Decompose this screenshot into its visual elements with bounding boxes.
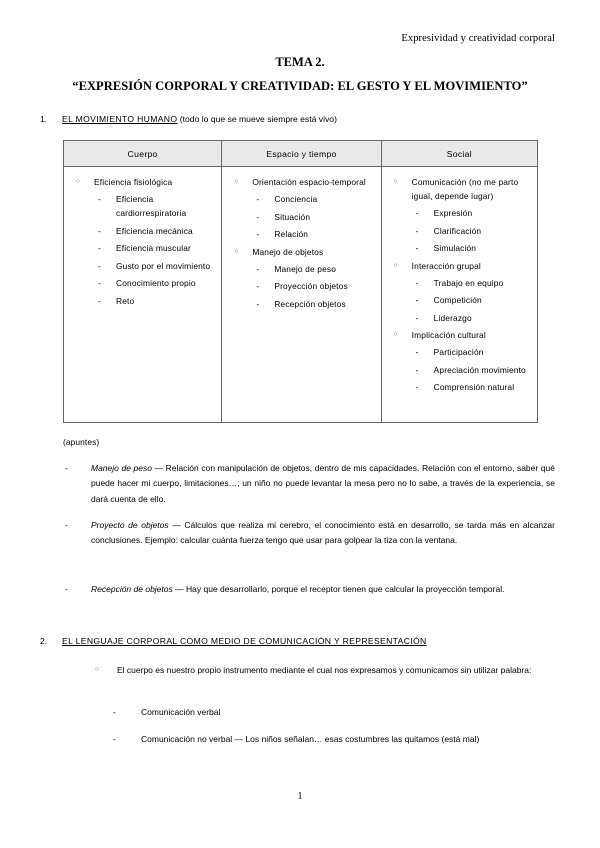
list-item-label: Eficiencia muscular [116, 243, 191, 253]
list-item-level1 [386, 328, 533, 342]
note-arrow-icon: — [154, 463, 164, 473]
list-item-label: Participación [433, 347, 484, 357]
circle-bullet-icon: ○ [393, 178, 398, 185]
table-column-espacio-y-tiempo [221, 141, 380, 422]
table-column-cuerpo [64, 141, 221, 422]
apuntes-note [63, 518, 555, 549]
list-item-level2 [113, 732, 563, 747]
list-item-label: Manejo de objetos [252, 246, 324, 257]
note-arrow-icon: — [175, 584, 184, 594]
list-item-label: Clarificación [433, 225, 482, 236]
list-item-label: Orientación espacio-temporal [252, 177, 366, 187]
list-item-level2 [68, 192, 217, 220]
movement-dimensions-table [63, 140, 538, 423]
dash-bullet-icon: - [415, 364, 419, 375]
circle-bullet-icon: ○ [234, 178, 239, 185]
dash-bullet-icon: - [65, 584, 68, 594]
dash-bullet-icon: - [98, 260, 101, 271]
list-item-label: Manejo de peso [274, 263, 337, 274]
list-item-level2 [386, 380, 533, 394]
note-text: Cálculos que realiza mi cerebro, el conocimiento está en desarrollo, se tarda más en alcanzar conclusiones. Ejemplo: calcular cuánta fuerza tengo que usar para golpear la tiza con la ventana. [91, 520, 555, 546]
dash-bullet-icon: - [415, 382, 419, 392]
list-item-level2 [113, 705, 563, 720]
list-item-level2 [226, 297, 376, 311]
apuntes-note [63, 582, 555, 597]
list-item-label: Recepción objetos [274, 298, 346, 309]
dash-bullet-icon: - [113, 734, 116, 744]
list-item-level2 [68, 294, 217, 308]
dash-bullet-icon: - [98, 243, 101, 253]
list-item-label: Interacción grupal [411, 260, 481, 271]
list-item-level1 [226, 175, 376, 189]
list-item-label: Conocimiento propio [116, 278, 196, 288]
dash-bullet-icon: - [415, 225, 419, 236]
dash-bullet-icon: - [256, 194, 260, 204]
dash-bullet-icon: - [415, 243, 419, 253]
list-item-level1 [68, 175, 217, 189]
list-item-label: Comunicación verbal [141, 707, 221, 717]
list-item-level2 [386, 241, 533, 255]
list-item-level2 [68, 276, 217, 290]
list-item-label: Eficiencia mecánica [116, 225, 193, 236]
list-item-label: Relación [274, 229, 309, 239]
dash-bullet-icon: - [415, 295, 419, 305]
note-text: Hay que desarrollarlo, porque el receptor tienen que calcular la proyección temporal. [186, 584, 505, 594]
list-item-label: Situación [274, 211, 311, 222]
column-header-cuerpo: Cuerpo [64, 141, 221, 167]
list-item-label: Proyección objetos [274, 281, 348, 291]
note-arrow-icon: — [172, 520, 181, 530]
note-term: Recepción de objetos [91, 584, 173, 594]
list-item-label: Reto [116, 295, 135, 306]
circle-bullet-icon: ○ [393, 331, 398, 338]
dash-bullet-icon: - [415, 347, 419, 357]
list-item-label: Comunicación (no me parto igual, depende lugar) [411, 177, 519, 201]
dash-bullet-icon: - [65, 520, 68, 530]
note-text: Relación con manipulación de objetos, dentro de mis capacidades. Relación con el entorno, saber qué puede hacer mi cuerpo, limitaciones…; un niño no puede levantar la mesa pero no lo sabe, a través de la experiencia, se dará cuenta de ello. [91, 463, 555, 504]
dash-bullet-icon: - [113, 707, 116, 717]
list-item-label: Comunicación no verbal — Los niños señalan… esas costumbres las quitamos (está mal) [141, 734, 480, 744]
list-item-label: Conciencia [274, 194, 318, 204]
list-item-level2 [386, 206, 533, 220]
column-body-espacio-y-tiempo [222, 167, 380, 422]
list-item-level2 [386, 276, 533, 290]
note-term: Manejo de peso [91, 463, 152, 473]
list-item-level2 [68, 259, 217, 273]
dash-bullet-icon: - [256, 263, 260, 274]
column-header-social: Social [382, 141, 537, 167]
page-number: 1 [297, 791, 303, 802]
dash-bullet-icon: - [256, 229, 260, 239]
section2-intro-text: El cuerpo es nuestro propio instrumento mediante el cual nos expresamos y comunicamos sin utilizar palabra: [117, 665, 532, 675]
list-item-level2 [68, 241, 217, 255]
list-item-label: Liderazgo [433, 312, 472, 323]
section-heading-1 [40, 114, 565, 124]
dash-bullet-icon: - [98, 295, 101, 306]
section-heading-2 [40, 636, 565, 646]
list-item-label: Comprensión natural [433, 382, 515, 392]
section-number: 1. [40, 114, 48, 124]
circle-bullet-icon: ○ [76, 178, 81, 185]
list-item-level2 [226, 227, 376, 241]
list-item-level2 [226, 192, 376, 206]
list-item-level2 [386, 311, 533, 325]
list-item-label: Apreciación movimiento [433, 364, 526, 375]
apuntes-note [63, 461, 555, 507]
list-item-label: Competición [433, 295, 482, 305]
column-header-espacio-y-tiempo: Espacio y tiempo [222, 141, 380, 167]
list-item-label: Gusto por el movimiento [116, 260, 211, 271]
list-item-label: Expresión [433, 208, 473, 218]
dash-bullet-icon: - [256, 298, 260, 309]
tema-label: TEMA 2. [275, 55, 325, 69]
document-title: “EXPRESIÓN CORPORAL Y CREATIVIDAD: EL GESTO Y EL MOVIMIENTO” [72, 79, 528, 93]
dash-bullet-icon: - [415, 277, 419, 288]
list-item-level2 [386, 224, 533, 238]
dash-bullet-icon: - [256, 281, 260, 291]
list-item-label: Eficiencia fisiológica [94, 177, 173, 187]
list-item-label: Trabajo en equipo [433, 277, 504, 288]
dash-bullet-icon: - [65, 463, 68, 473]
list-item-level2 [386, 363, 533, 377]
note-term: Proyecto de objetos [91, 520, 169, 530]
section-title: EL LENGUAJE CORPORAL COMO MEDIO DE COMUNICACIÓN Y REPRESENTACIÓN [62, 636, 427, 646]
section-title: EL MOVIMIENTO HUMANO [62, 114, 178, 124]
circle-bullet-icon: ○ [393, 261, 398, 269]
list-item-label: Eficiencia cardiorrespiratoria [116, 194, 187, 218]
dash-bullet-icon: - [98, 225, 101, 236]
list-item-level2 [68, 224, 217, 238]
list-item-level2 [226, 279, 376, 293]
list-item-level1 [386, 175, 533, 203]
circle-bullet-icon: ○ [234, 247, 239, 255]
list-item-label: Implicación cultural [411, 330, 486, 340]
dash-bullet-icon: - [415, 208, 419, 218]
section-parenthetical-text: (todo lo que se mueve siempre está vivo) [179, 114, 337, 124]
list-item-level1 [226, 245, 376, 259]
list-item-level2 [386, 345, 533, 359]
section-number: 2. [40, 636, 48, 646]
list-item-level2 [226, 262, 376, 276]
dash-bullet-icon: - [256, 211, 260, 222]
list-item-label: Simulación [433, 243, 477, 253]
column-body-social [382, 167, 537, 422]
running-header: Expresividad y creatividad corporal [401, 33, 555, 44]
table-column-social [381, 141, 537, 422]
dash-bullet-icon: - [415, 312, 419, 323]
dash-bullet-icon: - [98, 194, 101, 204]
section2-intro [95, 662, 555, 679]
circle-bullet-icon: ○ [95, 666, 99, 673]
dash-bullet-icon: - [98, 278, 101, 288]
list-item-level2 [386, 293, 533, 307]
list-item-level1 [386, 259, 533, 273]
list-item-level2 [226, 210, 376, 224]
column-body-cuerpo [64, 167, 221, 422]
apuntes-label: (apuntes) [63, 437, 100, 447]
